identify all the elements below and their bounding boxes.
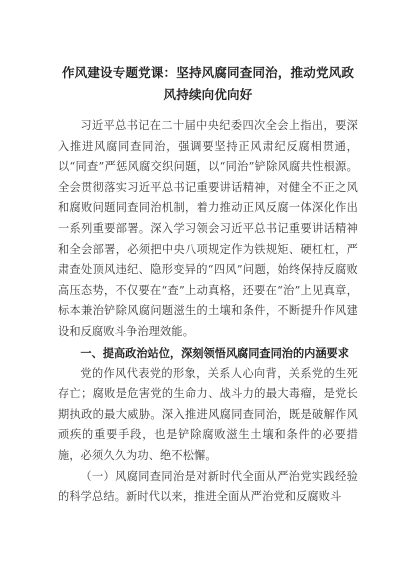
- document-title: 作风建设专题党课：坚持风腐同查同治，推动党风政风持续向优向好: [61, 65, 355, 102]
- document-page: [58, 62, 358, 508]
- section-paragraph: 党的作风代表党的形象，关系人心向背，关系党的生死存亡；腐败是危害党的生命力、战斗力的最大毒瘤，是党长期执政的最大威胁。深入推进风腐同查同治，既是破解作风顽疾的重要手段，也是铲除腐败滋生土壤和条件的必要措施，必须久久为功、绝不松懈。: [58, 366, 358, 462]
- section-paragraph: （一）风腐同查同治是对新时代全面从严治党实践经验的科学总结。新时代以来，推进全面从严治党和反腐败斗: [58, 469, 358, 504]
- section-heading: 一、提高政治站位，深刻领悟风腐同查同治的内涵要求: [80, 346, 349, 360]
- intro-paragraph: 习近平总书记在二十届中央纪委四次全会上指出，要深入推进风腐同查同治，强调要坚持正风肃纪反腐相贯通，以“同查”严惩风腐交织问题，以“同治”铲除风腐共性根源。全会贯彻落实习近平总书记重要讲话精神，对健全不正之风和腐败问题同查同治机制，着力推动正风反腐一体深化作出一系列重要部署。深入学习领会习近平总书记重要讲话精神和全会部署，必须把中央八项规定作为铁规矩、硬杠杠，严肃查处顶风违纪、隐形变异的“四风”问题，始终保持反腐败高压态势，不仅要在“查”上动真格，还要在“治”上见真章，标本兼治铲除风腐问题滋生的土壤和条件，不断提升作风建设和反腐败斗争治理效能。: [58, 119, 358, 338]
